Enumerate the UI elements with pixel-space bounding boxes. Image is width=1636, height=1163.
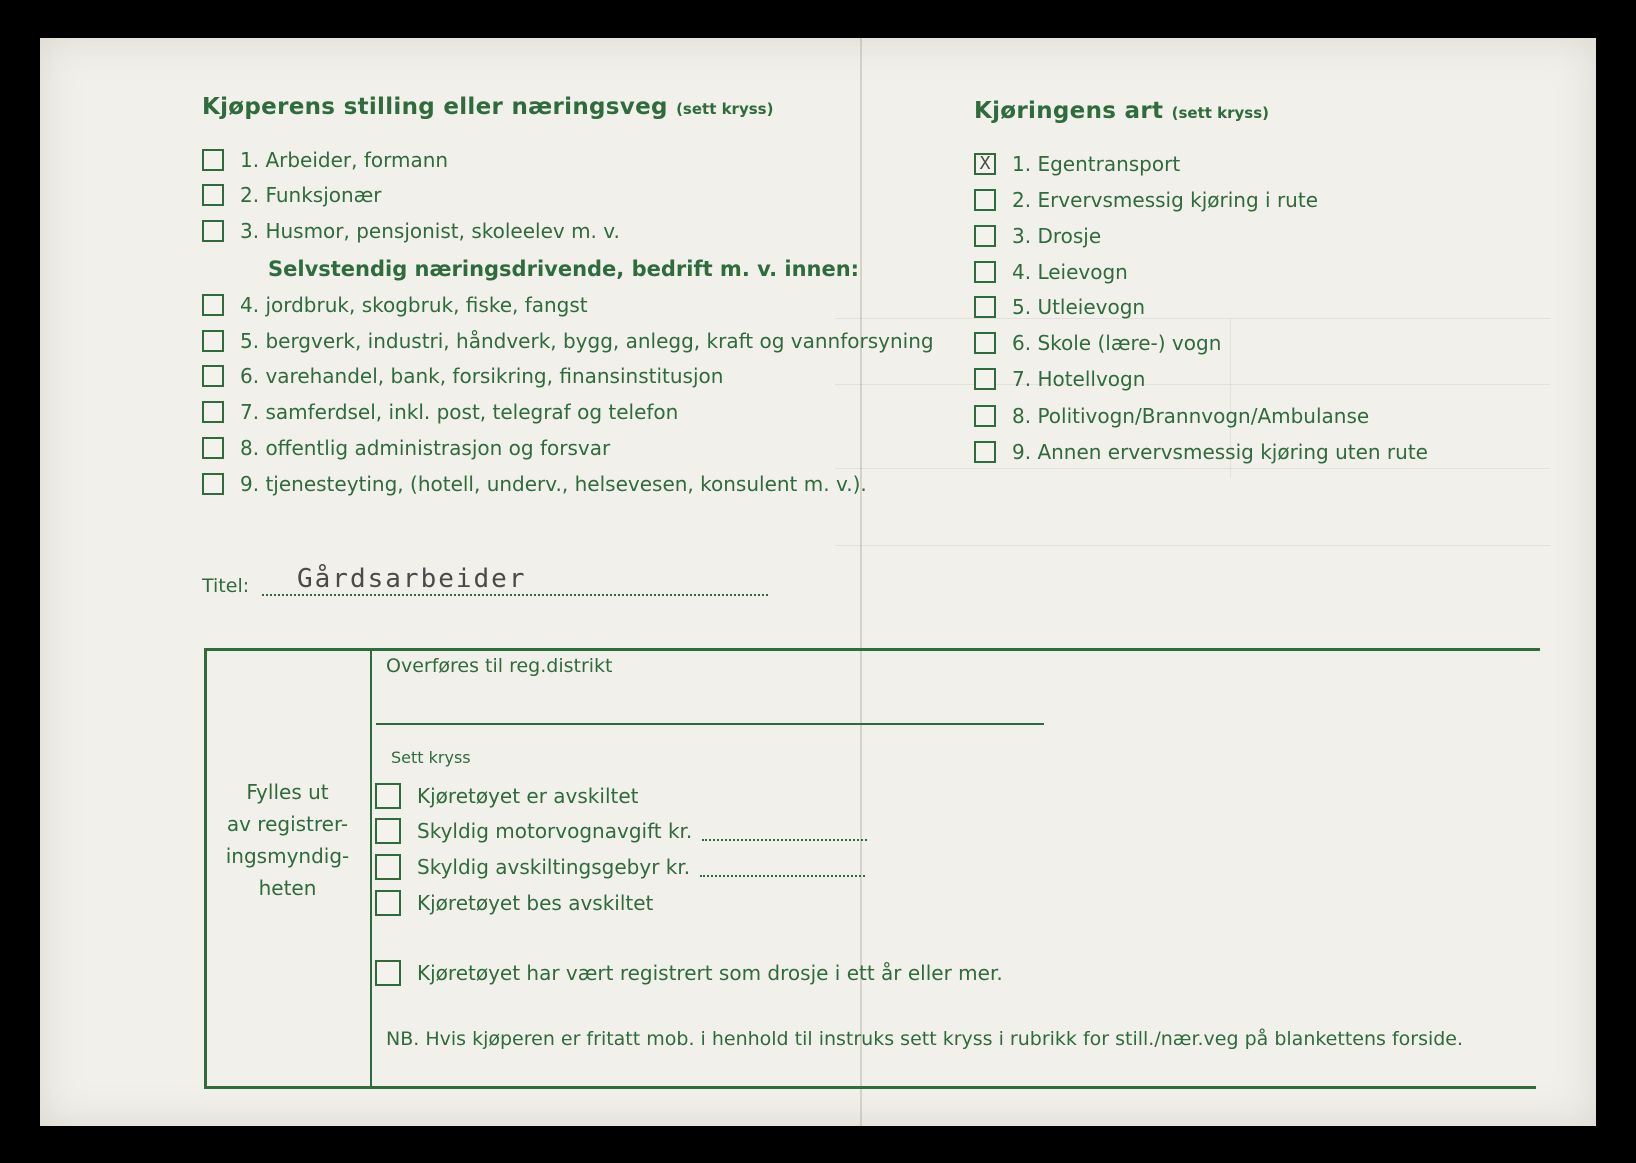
reg-check-motorvognavgift[interactable]: [375, 816, 867, 846]
buyer-occupation-note: (sett kryss): [676, 100, 774, 118]
occupation-option-2[interactable]: [202, 180, 382, 210]
checkbox[interactable]: [202, 401, 224, 423]
driving-type-heading: [974, 98, 1269, 124]
option-label: 9. Annen ervervsmessig kjøring uten rute: [1012, 440, 1428, 464]
buyer-occupation-title: Kjøperens stilling eller næringsveg: [202, 94, 668, 120]
checkbox-checked[interactable]: X: [974, 153, 996, 175]
subheading-text: Selvstendig næringsdrivende, bedrift m. v. innen:: [268, 257, 860, 281]
checkbox[interactable]: [375, 818, 401, 844]
amount-dotted-line[interactable]: [700, 857, 865, 877]
box-top-rule: [204, 648, 1540, 651]
checkbox[interactable]: [375, 783, 401, 809]
checkbox[interactable]: [202, 365, 224, 387]
reg-check-avskiltet[interactable]: [375, 781, 639, 811]
occupation-option-9[interactable]: [202, 469, 867, 499]
option-label: Kjøretøyet har vært registrert som drosje i ett år eller mer.: [417, 961, 1003, 985]
option-label: 3. Husmor, pensjonist, skoleelev m. v.: [240, 219, 620, 243]
driving-option-6[interactable]: [974, 328, 1221, 358]
authority-note-line: ingsmyndig-: [225, 844, 350, 868]
option-label: 5. bergverk, industri, håndverk, bygg, anlegg, kraft og vannforsyning: [240, 329, 934, 353]
occupation-option-8[interactable]: [202, 433, 610, 463]
driving-option-8[interactable]: [974, 401, 1369, 431]
checkbox[interactable]: [974, 225, 996, 247]
driving-option-5[interactable]: [974, 292, 1145, 322]
buyer-occupation-heading: [202, 94, 773, 120]
titel-label: Titel:: [202, 575, 250, 597]
checkbox[interactable]: [202, 294, 224, 316]
sett-kryss-label: Sett kryss: [391, 748, 471, 767]
transfer-label: Overføres til reg.distrikt: [386, 655, 613, 677]
driving-option-1[interactable]: [974, 149, 1180, 179]
checkbox[interactable]: [375, 854, 401, 880]
option-label: 8. Politivogn/Brannvogn/Ambulanse: [1012, 404, 1370, 428]
transfer-rule: [376, 723, 1044, 725]
driving-option-4[interactable]: [974, 257, 1128, 287]
option-label: 5. Utleievogn: [1012, 295, 1146, 319]
authority-note: [205, 776, 370, 904]
option-label: 2. Funksjonær: [240, 183, 382, 207]
checkbox[interactable]: [974, 441, 996, 463]
checkbox[interactable]: [974, 189, 996, 211]
authority-note-line: heten: [258, 876, 317, 900]
checkbox[interactable]: [375, 960, 401, 986]
reg-check-avskiltingsgebyr[interactable]: [375, 852, 865, 882]
box-bottom-rule: [204, 1086, 1536, 1089]
nb-note: NB. Hvis kjøperen er fritatt mob. i henhold til instruks sett kryss i rubrikk for still./nær.veg på blankettens forside.: [386, 1028, 1464, 1050]
occupation-option-1[interactable]: [202, 145, 448, 175]
option-label: 7. Hotellvogn: [1012, 367, 1146, 391]
occupation-option-6[interactable]: [202, 361, 723, 391]
titel-value[interactable]: Gårdsarbeider: [297, 564, 527, 594]
option-label: Kjøretøyet bes avskiltet: [417, 891, 654, 915]
driving-option-3[interactable]: [974, 221, 1101, 251]
driving-type-note: (sett kryss): [1171, 104, 1270, 122]
reg-check-bes-avskiltet[interactable]: [375, 888, 653, 918]
option-label: 9. tjenesteyting, (hotell, underv., helsevesen, konsulent m. v.).: [240, 472, 867, 496]
occupation-option-7[interactable]: [202, 397, 678, 427]
option-label: 7. samferdsel, inkl. post, telegraf og telefon: [240, 400, 679, 424]
option-label: 1. Arbeider, formann: [240, 148, 449, 172]
box-divider: [370, 650, 372, 1086]
checkbox[interactable]: [974, 296, 996, 318]
amount-dotted-line[interactable]: [702, 821, 867, 841]
checkbox[interactable]: [202, 437, 224, 459]
option-label: Kjøretøyet er avskiltet: [417, 784, 639, 808]
self-employed-subheading: [268, 254, 859, 284]
option-label: 3. Drosje: [1012, 224, 1102, 248]
authority-note-line: av registrer-: [226, 812, 349, 836]
driving-type-title: Kjøringens art: [974, 98, 1164, 124]
checkbox[interactable]: [202, 184, 224, 206]
option-label: Skyldig motorvognavgift kr.: [417, 819, 693, 843]
checkbox[interactable]: [974, 405, 996, 427]
checkbox[interactable]: [974, 332, 996, 354]
checkbox[interactable]: [375, 890, 401, 916]
option-label: 1. Egentransport: [1012, 152, 1181, 176]
driving-option-2[interactable]: [974, 185, 1318, 215]
checkbox[interactable]: [974, 368, 996, 390]
option-label: 6. varehandel, bank, forsikring, finansinstitusjon: [240, 364, 724, 388]
option-label: Skyldig avskiltingsgebyr kr.: [417, 855, 691, 879]
checkbox[interactable]: [974, 261, 996, 283]
checkbox[interactable]: [202, 149, 224, 171]
titel-dotted-line: [262, 594, 768, 596]
occupation-option-5[interactable]: [202, 326, 934, 356]
occupation-option-4[interactable]: [202, 290, 588, 320]
authority-note-line: Fylles ut: [246, 780, 329, 804]
checkbox[interactable]: [202, 220, 224, 242]
checkbox[interactable]: [202, 330, 224, 352]
option-label: 8. offentlig administrasjon og forsvar: [240, 436, 611, 460]
driving-option-7[interactable]: [974, 364, 1145, 394]
checkbox[interactable]: [202, 473, 224, 495]
occupation-option-3[interactable]: [202, 216, 620, 246]
reg-check-drosje[interactable]: [375, 958, 1003, 988]
driving-option-9[interactable]: [974, 437, 1428, 467]
option-label: 6. Skole (lære-) vogn: [1012, 331, 1222, 355]
option-label: 2. Ervervsmessig kjøring i rute: [1012, 188, 1318, 212]
option-label: 4. Leievogn: [1012, 260, 1128, 284]
option-label: 4. jordbruk, skogbruk, fiske, fangst: [240, 293, 588, 317]
